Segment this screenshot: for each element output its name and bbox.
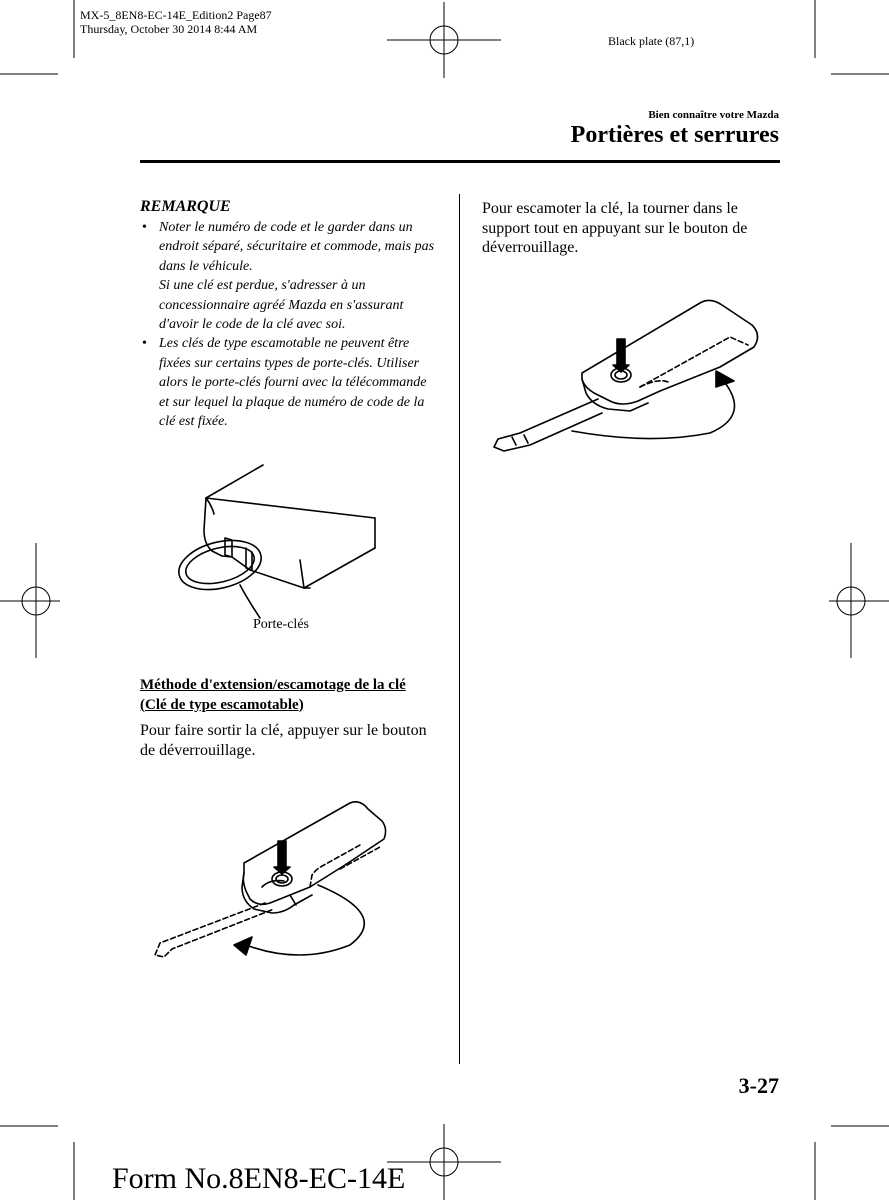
remarque-item-2 [140,334,440,431]
plate-label: Black plate (87,1) [608,34,695,48]
page-number: 3-27 [738,1073,779,1098]
remarque-item-2-text: Les clés de type escamotable ne peuvent être fixées sur certains types de porte-clés. Utiliser alors le porte-clés fourni avec la télécommande et sur lequel la plaque de numéro de code de la clé est fixée. [159,336,427,430]
page-title: Portières et serrures [570,122,779,148]
remarque-note [140,198,440,431]
keyring-illustration [170,460,385,620]
keyring-caption: Porte-clés [253,617,309,632]
method-heading: Méthode d'extension/escamotage de la clé (Clé de type escamotable) [140,677,406,713]
section-label: Bien connaître votre Mazda [648,109,779,121]
remarque-item-1 [140,218,440,334]
key-extend-illustration [150,795,435,965]
bullet-icon: • [142,220,147,235]
retract-instructions: Pour escamoter la clé, la tourner dans le support tout en appuyant sur le bouton de déverrouillage. [482,200,748,256]
key-retract-illustration [490,295,775,455]
title-rule [140,160,780,163]
extend-instructions: Pour faire sortir la clé, appuyer sur le bouton de déverrouillage. [140,722,427,759]
print-timestamp: Thursday, October 30 2014 8:44 AM [80,22,258,36]
column-divider [459,194,460,1064]
bullet-icon: • [142,336,147,352]
print-metadata [80,8,272,36]
remarque-item-1-text: Noter le numéro de code et le garder dans un endroit séparé, sécuritaire et commode, mais pas dans le véhicule. [159,220,435,274]
remarque-item-1-text-2: Si une clé est perdue, s'adresser à un concessionnaire agréé Mazda en s'assurant d'avoir le code de la clé avec soi. [159,278,404,333]
print-file-name: MX-5_8EN8-EC-14E_Edition2 Page87 [80,8,272,22]
form-number: Form No.8EN8-EC-14E [112,1162,406,1195]
remarque-list [140,218,440,431]
remarque-heading: REMARQUE [140,198,231,215]
